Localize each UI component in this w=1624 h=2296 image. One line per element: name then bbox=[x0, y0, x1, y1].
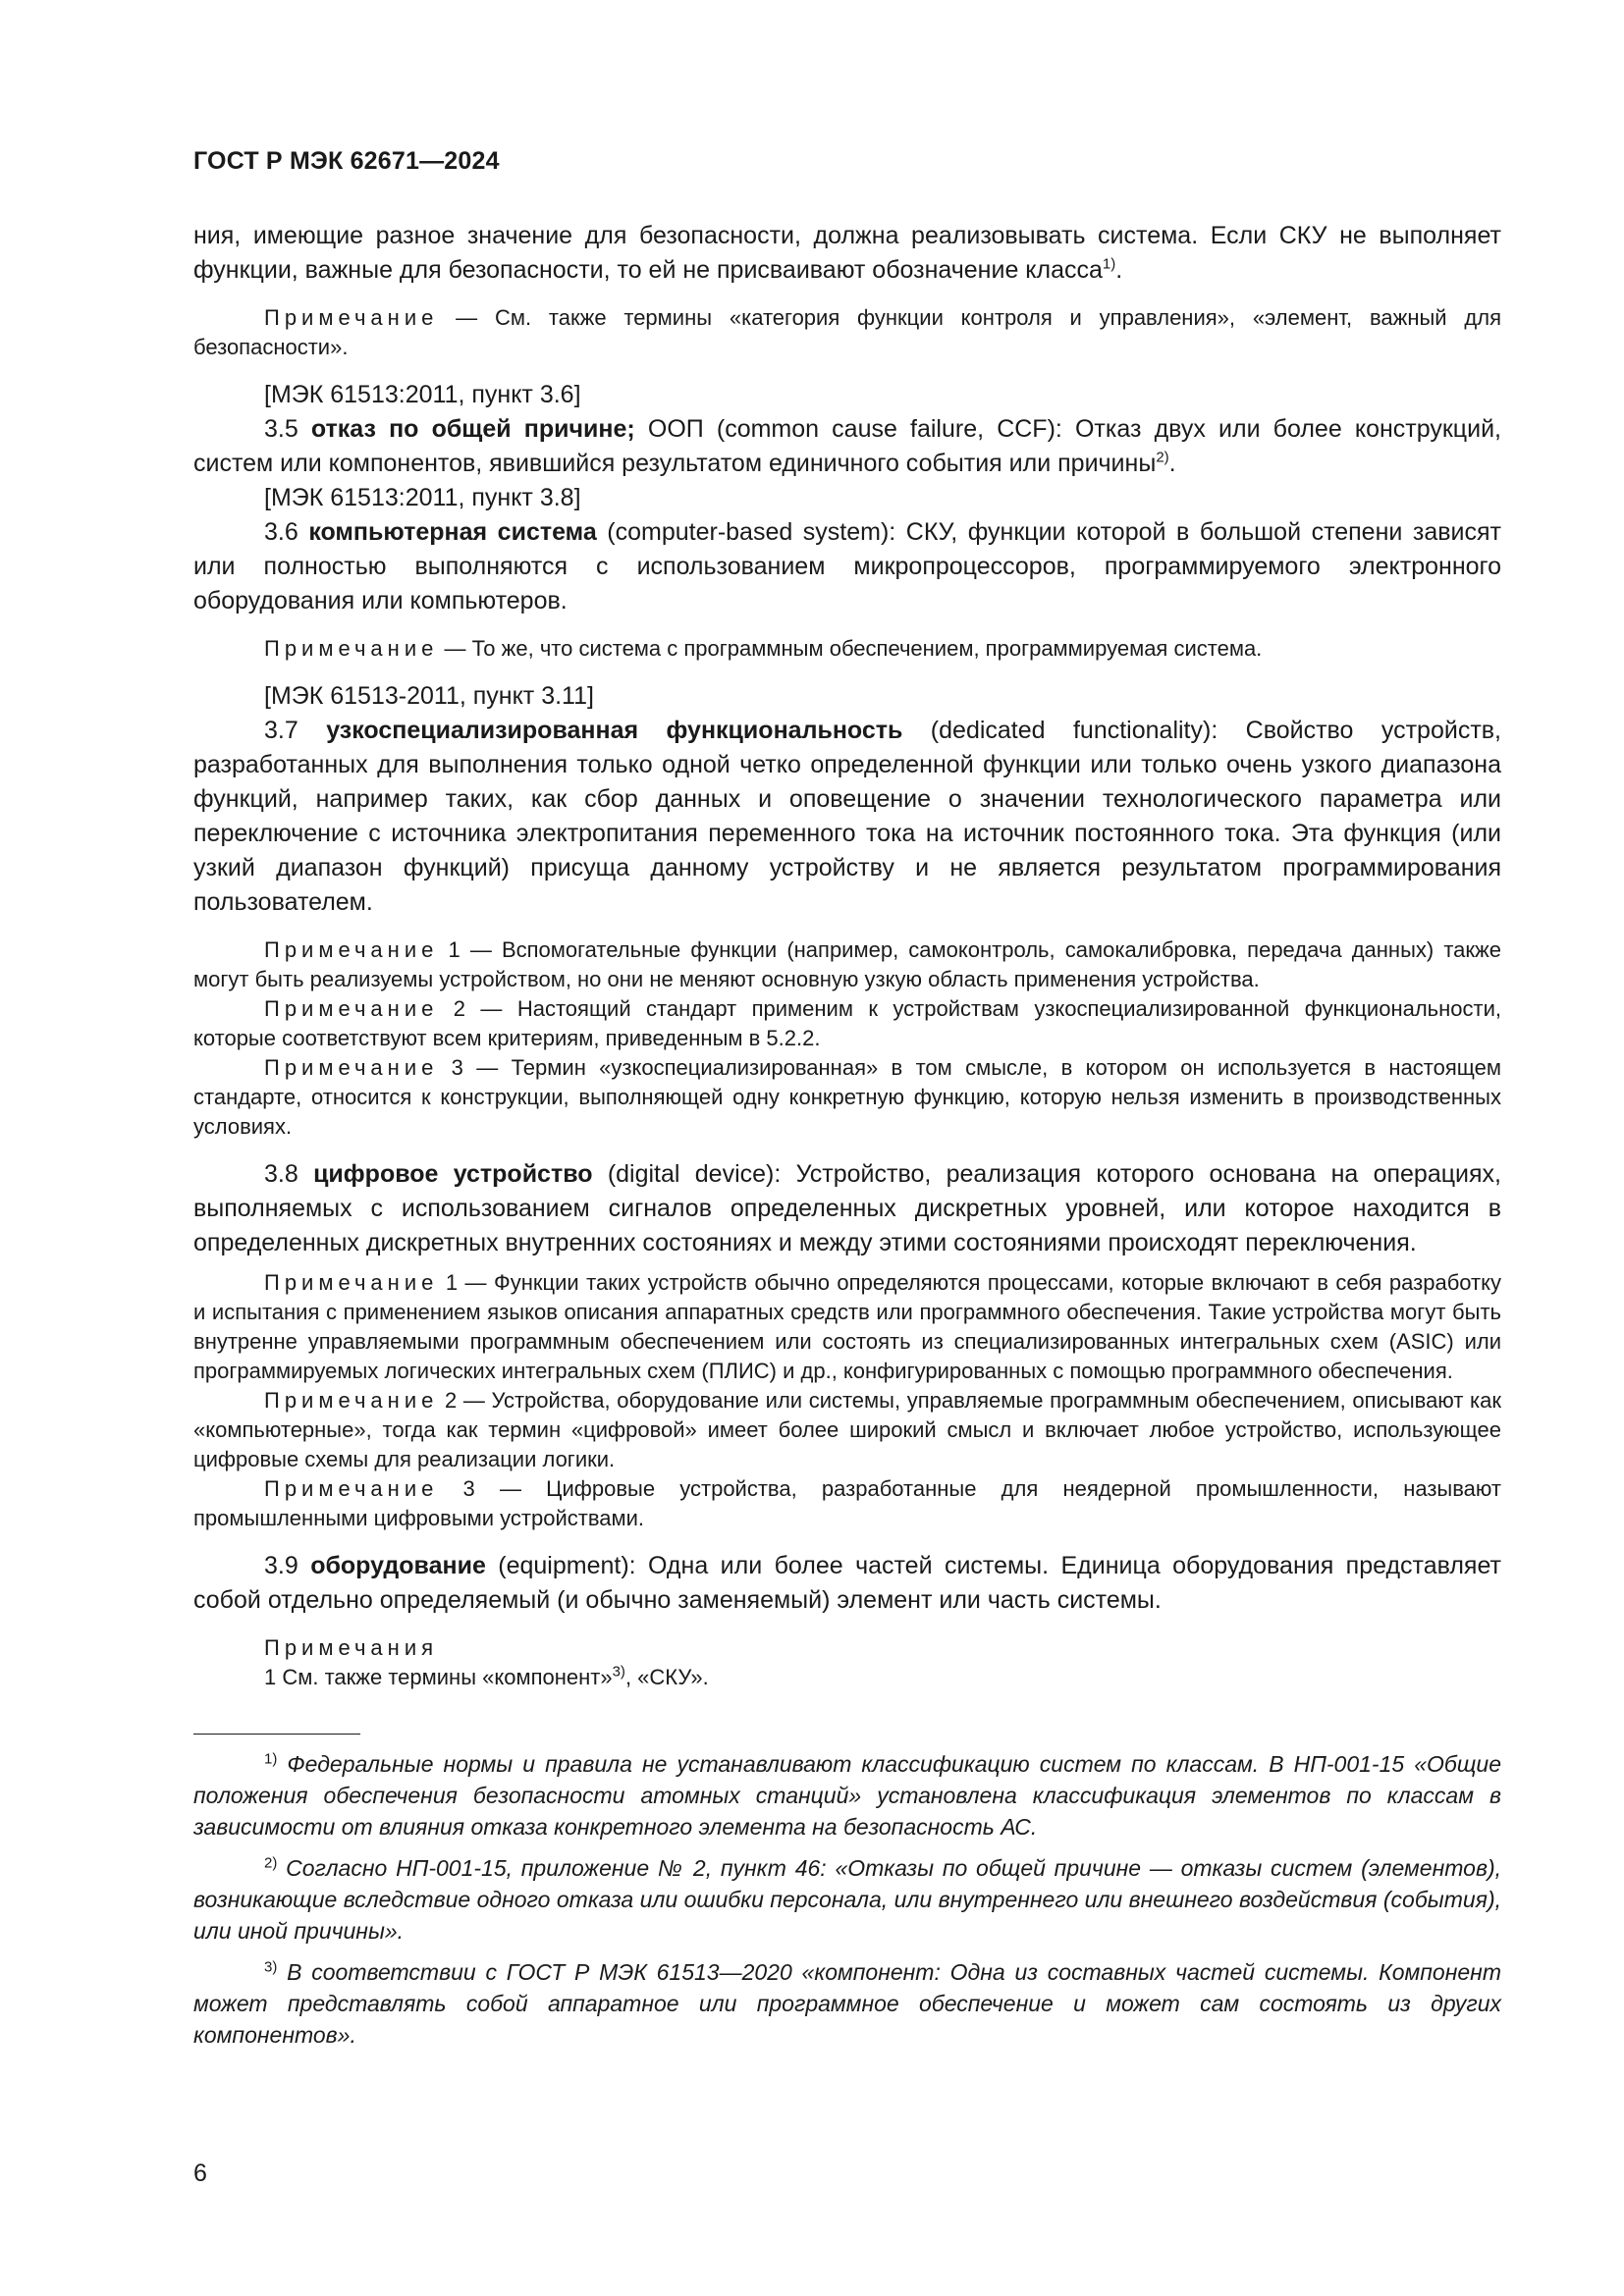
note: Примечание 1 — Функции таких устройств обычно определяются процессами, которые включают в себя разработку и испытания с применением языков описания аппаратных средств или программного обеспечения. Такие устройства могут быть внутренне управляемыми программным обеспечением или состоять из специализированных интегральных схем (ASIC) или программируемых логических интегральных схем (ПЛИС) и др., конфигурированных с помощью программного обеспечения. bbox=[193, 1270, 1501, 1383]
note: Примечание 1 — Вспомогательные функции (например, самоконтроль, самокалибровка, передача данных) также могут быть реализуемы устройством, но они не меняют основную узкую область применения устройства. bbox=[193, 937, 1501, 991]
term-3-7: 3.7 узкоспециализированная функциональность (dedicated functionality): Свойство устройств, разработанных для выполнения только одной четко определенной функции или только очень узкого диапазона функций, например таких, как сбор данных и оповещение о значении технологического параметра или переключение с источника электропитания переменного тока на источник постоянного тока. Эта функция (или узкий диапазон функций) присуща данному устройству и не является результатом программирования пользователем. bbox=[193, 717, 1501, 916]
term-3-8: 3.8 цифровое устройство (digital device): Устройство, реализация которого основана на операциях, выполняемых с использованием сигналов определенных дискретных уровней, или которое находится в определенных дискретных внутренних состояниях и между этими состояниями происходят переключения. bbox=[193, 1160, 1501, 1256]
source-reference: [МЭК 61513-2011, пункт 3.11] bbox=[264, 682, 594, 710]
note: Примечание 3 — Цифровые устройства, разработанные для неядерной промышленности, называют промышленными цифровыми устройствами. bbox=[193, 1476, 1501, 1530]
term-3-9: 3.9 оборудование (equipment): Одна или более частей системы. Единица оборудования представляет собой отдельно определяемый (и обычно заменяемый) элемент или часть системы. bbox=[193, 1552, 1501, 1614]
paragraph-continuation: ния, имеющие разное значение для безопасности, должна реализовывать система. Если СКУ не выполняет функции, важные для безопасности, то ей не присваивают обозначение класса$^{1)}$. bbox=[193, 222, 1501, 284]
source-reference: [МЭК 61513:2011, пункт 3.8] bbox=[264, 484, 581, 511]
note: Примечание — См. также термины «категория функции контроля и управления», «элемент, важный для безопасности». bbox=[193, 305, 1501, 359]
source-reference: [МЭК 61513:2011, пункт 3.6] bbox=[264, 381, 581, 408]
document-page bbox=[193, 147, 1501, 2258]
notes-heading: Примечания bbox=[264, 1635, 439, 1660]
note: Примечание 3 — Термин «узкоспециализированная» в том смысле, в котором он используется в настоящем стандарте, относится к конструкции, выполняющей одну конкретную функцию, которую нельзя изменить в производственных условиях. bbox=[193, 1055, 1501, 1139]
document-header: ГОСТ Р МЭК 62671—2024 bbox=[193, 147, 500, 175]
note: Примечание 2 — Устройства, оборудование или системы, управляемые программным обеспечением, описывают как «компьютерные», тогда как термин «цифровой» имеет более широкий смысл и включает любое устройство, использующее цифровые схемы для реализации логики. bbox=[193, 1388, 1501, 1471]
page-number: 6 bbox=[193, 2160, 207, 2187]
footnote-ref-3: 3) bbox=[612, 1663, 625, 1681]
note: Примечание 2 — Настоящий стандарт применим к устройствам узкоспециализированной функциональности, которые соответствуют всем критериям, приведенным в 5.2.2. bbox=[193, 996, 1501, 1050]
footnote-ref-1: 1) bbox=[1102, 255, 1116, 273]
footnote: $^{1)}$ Федеральные нормы и правила не устанавливают классификацию систем по классам. В НП-001-15 «Общие положения обеспечения безопасности атомных станций» установлена классификация элементов по классам в зависимости от влияния отказа конкретного элемента на безопасность АС. bbox=[193, 1750, 1501, 1840]
footnote-separator bbox=[193, 1734, 360, 1735]
term-3-6: 3.6 компьютерная система (computer-based system): СКУ, функции которой в большой степени зависят или полностью выполняются с использованием микропроцессоров, программируемого электронного оборудования или компьютеров. bbox=[193, 518, 1501, 614]
footnote: $^{3)}$ В соответствии с ГОСТ Р МЭК 61513—2020 «компонент: Одна из составных частей системы. Компонент может представлять собой аппаратное или программное обеспечение и может сам состоять из других компонентов». bbox=[193, 1958, 1501, 2048]
footnote-ref-2: 2) bbox=[1156, 449, 1169, 466]
note: Примечание — То же, что система с программным обеспечением, программируемая система. bbox=[264, 636, 1263, 661]
term-3-5: 3.5 отказ по общей причине; ООП (common cause failure, CCF): Отказ двух или более конструкций, систем или компонентов, явившийся результатом единичного события или причины$^{2)}$. bbox=[193, 415, 1502, 477]
note: 1 См. также термины «компонент»$^{3)}$, «СКУ». bbox=[264, 1663, 709, 1689]
footnote: $^{2)}$ Согласно НП-001-15, приложение № 2, пункт 46: «Отказы по общей причине — отказы систем (элементов), возникающие вследствие одного отказа или ошибки персонала, или внутреннего или внешнего воздействия (события), или иной причины». bbox=[193, 1854, 1501, 1944]
